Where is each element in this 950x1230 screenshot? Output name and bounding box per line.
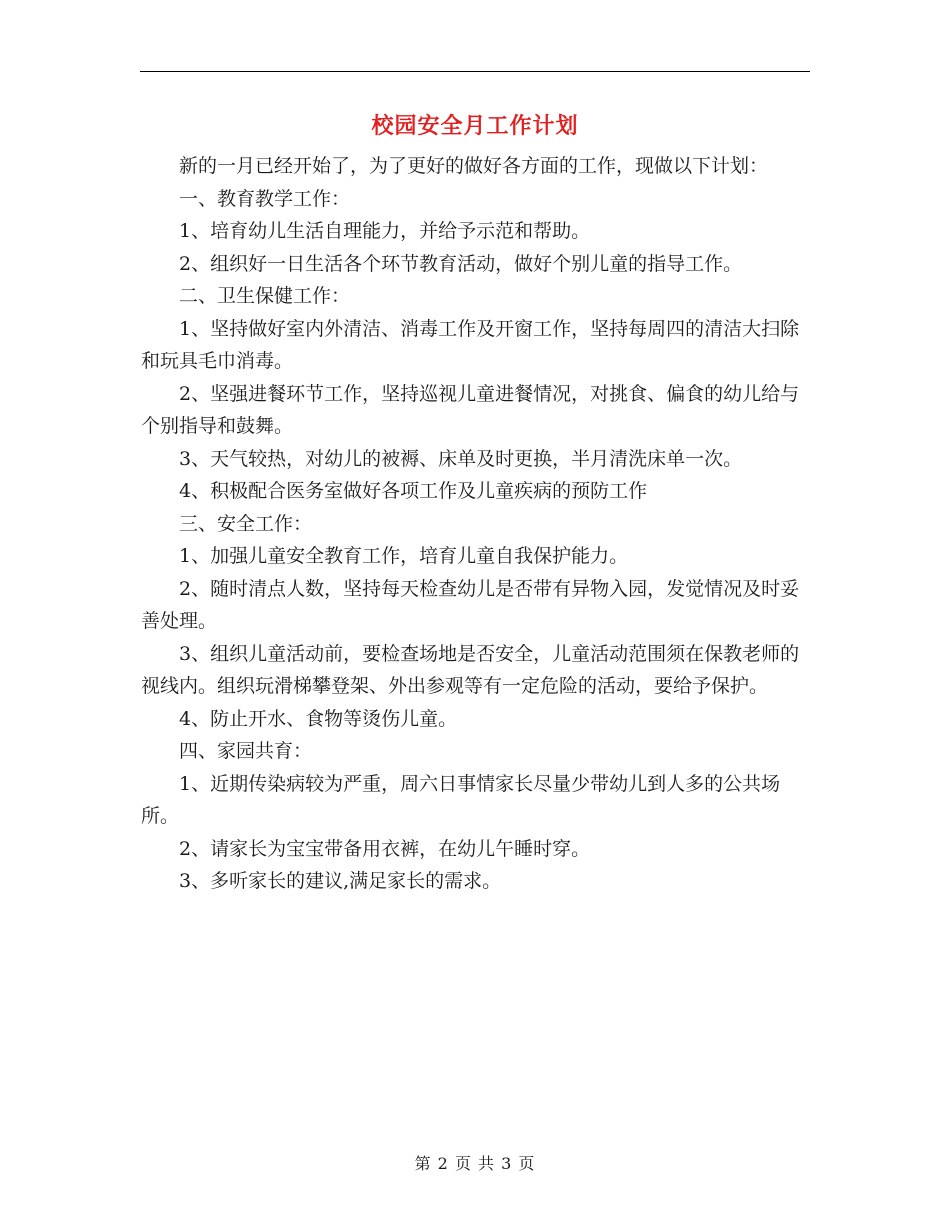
- paragraph: 3、多听家长的建议,满足家长的需求。: [179, 870, 502, 892]
- paragraph: 1、近期传染病较为严重，周六日事情家长尽量少带幼儿到人多的公共场所。: [141, 772, 781, 827]
- paragraph: 新的一月已经开始了，为了更好的做好各方面的工作，现做以下计划：: [179, 155, 769, 177]
- paragraph: 3、组织儿童活动前，要检查场地是否安全，儿童活动范围须在保教老师的视线内。组织玩滑梯攀登架、外出参观等有一定危险的活动，要给予保护。: [141, 642, 800, 697]
- paragraph: 2、随时清点人数，坚持每天检查幼儿是否带有异物入园，发觉情况及时妥善处理。: [141, 577, 800, 632]
- paragraph: 3、天气较热，对幼儿的被褥、床单及时更换，半月清洗床单一次。: [179, 447, 743, 470]
- section-heading: 一、教育教学工作：: [179, 187, 351, 210]
- section-heading: 四、家园共育：: [179, 740, 313, 762]
- paragraph: 4、防止开水、食物等烫伤儿童。: [179, 707, 458, 730]
- paragraph: 1、坚持做好室内外清洁、消毒工作及开窗工作，坚持每周四的清洁大扫除和玩具毛巾消毒。: [141, 317, 800, 372]
- section-heading: 二、卫生保健工作：: [179, 285, 351, 307]
- paragraph: 2、组织好一日生活各个环节教育活动，做好个别儿童的指导工作。: [179, 252, 743, 275]
- paragraph: 1、培育幼儿生活自理能力，并给予示范和帮助。: [179, 220, 591, 242]
- paragraph: 2、请家长为宝宝带备用衣裤，在幼儿午睡时穿。: [179, 837, 591, 860]
- paragraph: 1、加强儿童安全教育工作，培育儿童自我保护能力。: [179, 545, 629, 567]
- header-rule: [140, 71, 810, 72]
- page-number-footer: 第 2 页 共 3 页: [414, 1154, 536, 1173]
- section-heading: 三、安全工作：: [179, 512, 313, 535]
- paragraph: 4、积极配合医务室做好各项工作及儿童疾病的预防工作: [179, 480, 648, 502]
- document-body: [141, 150, 811, 898]
- paragraph: 2、坚强进餐环节工作，坚持巡视儿童进餐情况，对挑食、偏食的幼儿给与个别指导和鼓舞。: [141, 382, 800, 437]
- document-title: 校园安全月工作计划: [371, 113, 579, 139]
